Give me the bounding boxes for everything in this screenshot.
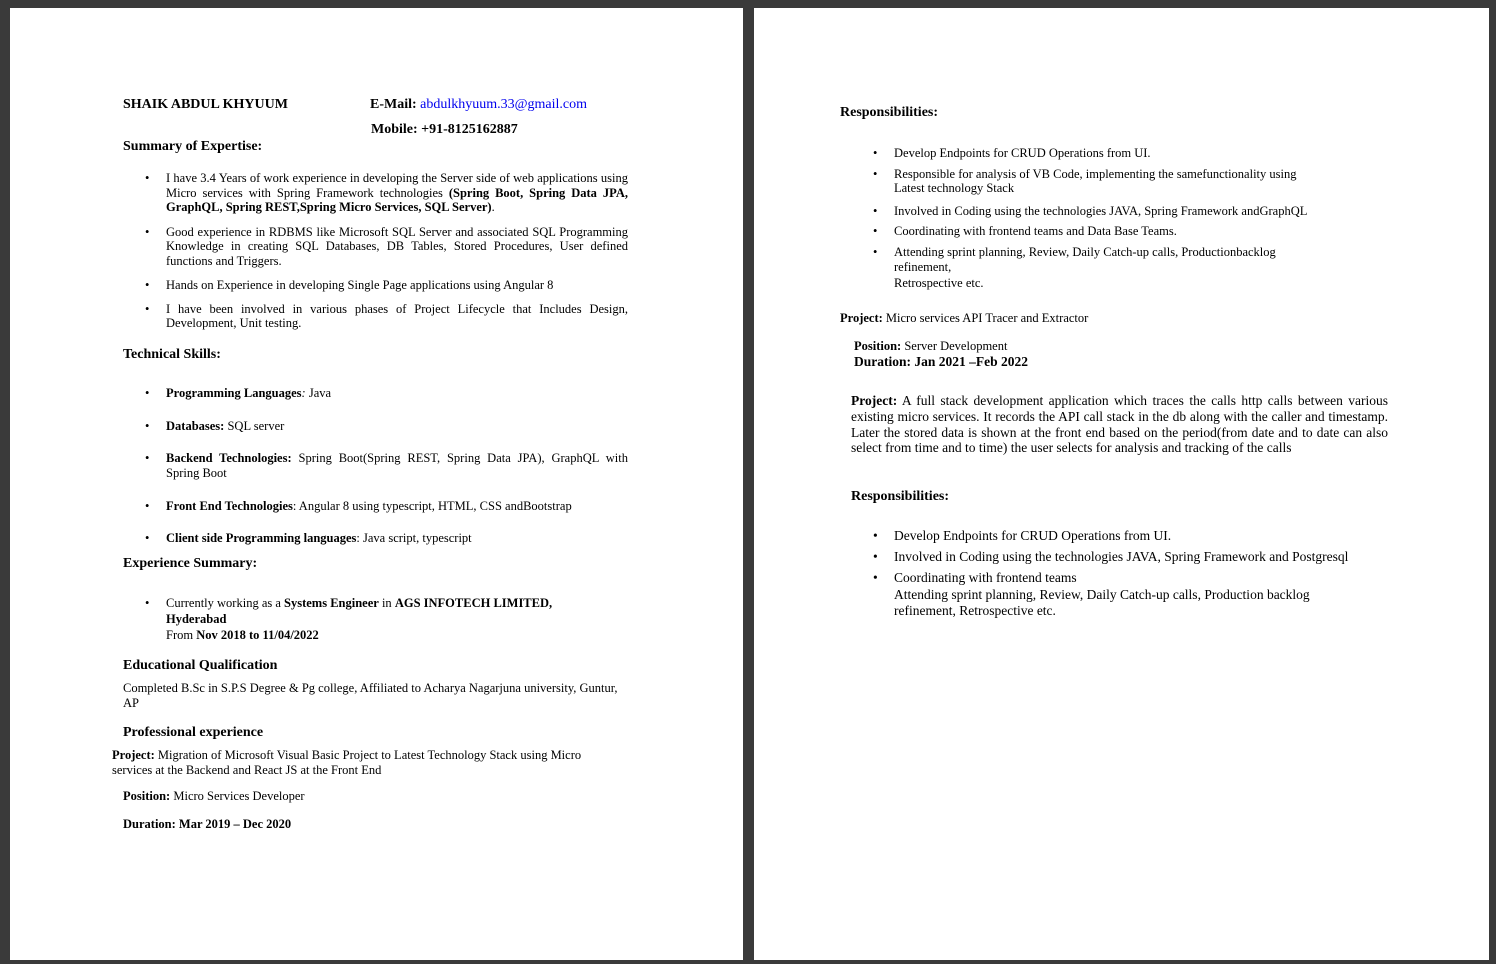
list-item: • Develop Endpoints for CRUD Operations from UI. (873, 146, 1151, 160)
responsibilities-list-2 (873, 528, 1394, 620)
list-item: • I have 3.4 Years of work experience in developing the Server side of web applications using Micro services with Spring Framework technologies (Spring Boot, Spring Data JPA, GraphQL, Spring REST,Spring Micro Services, SQL Server). (145, 171, 628, 214)
list-item: • Currently working as a Systems Engineer in AGS INFOTECH LIMITED, Hyderabad From Nov 2018 to 11/04/2022 (145, 596, 553, 642)
skills-heading: Technical Skills: (123, 347, 221, 362)
project-2-position: Position: Server Development (854, 339, 1008, 353)
list-item: • Develop Endpoints for CRUD Operations from UI. (873, 528, 1172, 543)
experience-list (145, 595, 596, 643)
project-2-description: Project: A full stack development application which traces the calls http calls between various existing micro services. It records the API call stack in the db along with the caller and timestamp. Later the stored data is shown at the front end based on the period(from date and to date can also select from time and to time) the user selects for analysis and tracking of the calls (851, 393, 1388, 456)
project-2-title: Project: Micro services API Tracer and Extractor (840, 311, 1089, 325)
education-heading: Educational Qualification (123, 658, 278, 673)
project-1-position: Position: Micro Services Developer (123, 789, 305, 803)
list-item: • Front End Technologies: Angular 8 using typescript, HTML, CSS andBootstrap (145, 499, 572, 513)
resume-page-1 (10, 8, 743, 960)
list-item: • Databases: SQL server (145, 418, 285, 433)
list-item: • Involved in Coding using the technologies JAVA, Spring Framework andGraphQL (873, 203, 1308, 218)
email-label: E-Mail: (370, 97, 417, 112)
experience-heading: Experience Summary: (123, 556, 258, 571)
list-item: • I have been involved in various phases of Project Lifecycle that Includes Design, Development, Unit testing. (145, 301, 628, 330)
education-text: Completed B.Sc in S.P.S Degree & Pg college, Affiliated to Acharya Nagarjuna university, Guntur, AP (123, 681, 618, 710)
professional-heading: Professional experience (123, 725, 264, 740)
summary-heading: Summary of Expertise: (123, 139, 263, 154)
summary-list (145, 171, 628, 331)
list-item: • Programming Languages: Java (145, 386, 332, 400)
list-item: • Hands on Experience in developing Single Page applications using Angular 8 (145, 278, 554, 292)
list-item: • Involved in Coding using the technologies JAVA, Spring Framework and Postgresql (873, 549, 1349, 564)
project-2-duration: Duration: Jan 2021 –Feb 2022 (854, 354, 1029, 369)
list-item: • Backend Technologies: Spring Boot(Spring REST, Spring Data JPA), GraphQL with Spring Boot (145, 451, 628, 480)
candidate-name: SHAIK ABDUL KHYUUM (123, 97, 288, 112)
list-item: • Good experience in RDBMS like Microsoft SQL Server and associated SQL Programming Knowledge in creating SQL Databases, DB Tables, Stored Procedures, User defined functions and Triggers. (145, 224, 628, 268)
email-link[interactable]: abdulkhyuum.33@gmail.com (420, 97, 588, 112)
responsibilities-list-1 (873, 146, 1344, 291)
skills-list (145, 386, 628, 545)
list-item: • Coordinating with frontend teams Attending sprint planning, Review, Daily Catch-up calls, Production backlog refinement, Retrospective etc. (873, 570, 1310, 618)
list-item: • Client side Programming languages: Java script, typescript (145, 530, 472, 545)
project-1-title: Project: Migration of Microsoft Visual Basic Project to Latest Technology Stack using Micro services at the Backend and React JS at the Front End (112, 748, 582, 777)
resume-page-2 (754, 8, 1489, 960)
project-1-duration: Duration: Mar 2019 – Dec 2020 (123, 817, 292, 831)
list-item: • Coordinating with frontend teams and Data Base Teams. (873, 224, 1177, 238)
list-item: • Attending sprint planning, Review, Daily Catch-up calls, Productionbacklog refinement, Retrospective etc. (873, 244, 1276, 290)
email-line (370, 97, 587, 113)
responsibilities-heading-1: Responsibilities: (840, 105, 939, 120)
responsibilities-heading-2: Responsibilities: (851, 489, 950, 504)
list-item: • Responsible for analysis of VB Code, implementing the samefunctionality using Latest technology Stack (873, 166, 1297, 195)
mobile-line: Mobile: +91-8125162887 (371, 122, 518, 137)
